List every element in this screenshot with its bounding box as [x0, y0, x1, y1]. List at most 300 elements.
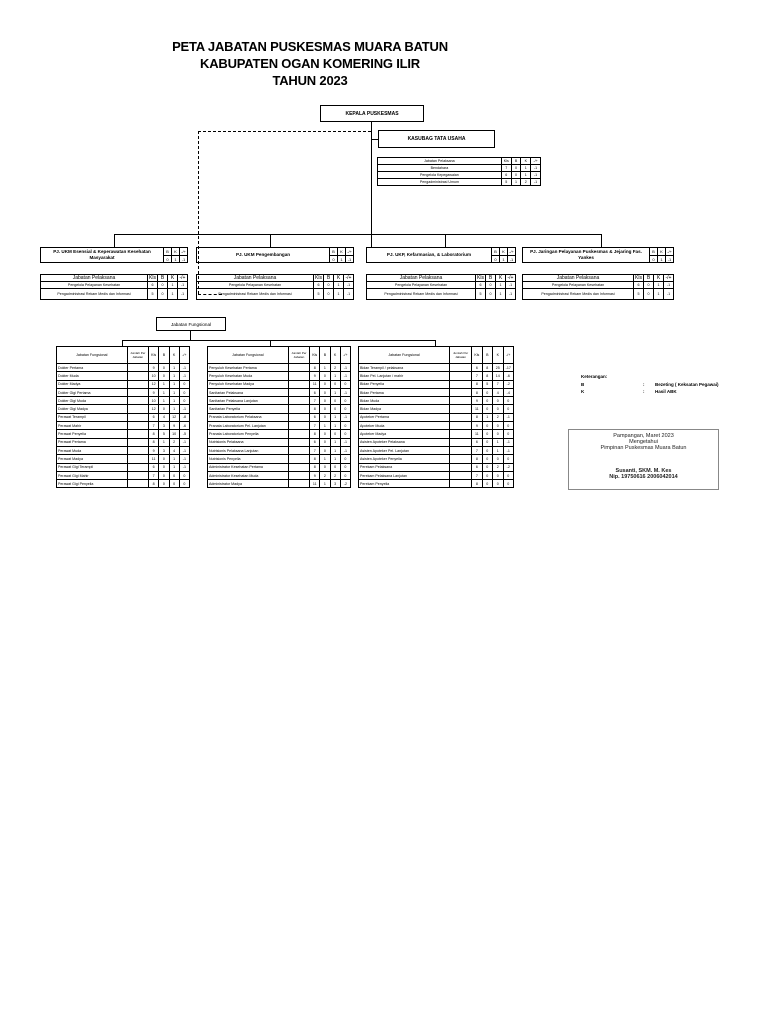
- table-cell: [127, 455, 148, 463]
- table-cell: -1: [179, 463, 189, 471]
- table-cell: 1: [330, 388, 340, 396]
- col-header: Kls: [477, 275, 484, 281]
- table-cell: 0: [320, 372, 330, 380]
- table-cell: 0: [493, 471, 503, 479]
- kasubag-connector: [371, 139, 378, 140]
- signature-place-date: Pampangan, Maret 2023: [613, 433, 674, 439]
- table-cell: 1: [511, 179, 521, 186]
- table-row: [57, 405, 190, 413]
- table-cell: -1: [179, 446, 189, 454]
- table-row: [208, 372, 351, 380]
- table-cell: 6: [472, 438, 482, 446]
- table-cell: 0: [503, 397, 514, 405]
- table-cell: 9: [169, 422, 179, 430]
- page-title-line1: PETA JABATAN PUSKESMAS MUARA BATUN: [172, 39, 448, 54]
- col-header: K: [330, 347, 340, 364]
- table-cell: 7: [472, 372, 482, 380]
- table-cell: 0: [482, 405, 492, 413]
- table-cell: Pengelola Pelayanan Kesehatan: [523, 282, 634, 289]
- table-cell: 1: [330, 422, 340, 430]
- col-header: B: [159, 347, 169, 364]
- table-cell: -1: [179, 438, 189, 446]
- table-row: [208, 471, 351, 479]
- table-cell: -2: [503, 463, 514, 471]
- table-row: [359, 430, 514, 438]
- table-cell: 8: [472, 455, 482, 463]
- signature-line3: Pimpinan Puskesmas Muara Batun: [600, 445, 687, 451]
- table-cell: -1: [531, 179, 541, 186]
- col-header: Kls: [501, 158, 511, 165]
- table-row: [57, 397, 190, 405]
- table-cell: 0: [179, 388, 189, 396]
- col-header: -/+: [178, 275, 188, 282]
- table-cell: Pengelola Pelayanan Kesehatan: [41, 282, 148, 289]
- table-cell: 9: [149, 364, 159, 372]
- table-cell: [127, 397, 148, 405]
- table-cell: 0: [482, 422, 492, 430]
- table-cell: 0: [159, 364, 169, 372]
- table-row: [57, 380, 190, 388]
- table-cell: 8: [472, 380, 482, 388]
- table-cell: 0: [330, 380, 340, 388]
- unit-head-val: 1: [171, 255, 179, 262]
- col-header: B: [158, 275, 168, 282]
- table-cell: 4: [169, 446, 179, 454]
- legend-sep: :: [643, 389, 645, 394]
- fungsional-label-box: [156, 317, 226, 331]
- table-cell: 1: [330, 413, 340, 421]
- table-cell: [288, 446, 309, 454]
- col-header: Jumlah Per Jabatan: [288, 347, 309, 364]
- col-header: -/+: [506, 275, 516, 282]
- table-cell: Bidan Pertama: [359, 388, 450, 396]
- unit-head-val: -1: [507, 255, 515, 262]
- table-cell: Apoteker Muda: [359, 422, 450, 430]
- table-cell: 11: [149, 455, 159, 463]
- table-header-row: [197, 275, 354, 282]
- fungsional-bar: [122, 340, 435, 341]
- unit-head-val: 0: [649, 255, 657, 262]
- table-cell: [450, 380, 472, 388]
- table-cell: [450, 388, 472, 396]
- table-cell: Perawat Mahir: [57, 422, 128, 430]
- table-row: [57, 438, 190, 446]
- table-cell: -1: [340, 438, 350, 446]
- table-cell: 1: [330, 446, 340, 454]
- table-cell: 0: [511, 172, 521, 179]
- table-cell: [127, 405, 148, 413]
- table-row: [208, 380, 351, 388]
- table-row: [208, 438, 351, 446]
- table-header-row: [208, 347, 351, 364]
- table-cell: 6: [310, 388, 320, 396]
- unit-head-col: B: [163, 248, 171, 255]
- table-cell: 0: [340, 463, 350, 471]
- unit-head-col: K: [171, 248, 179, 255]
- col-header: -/+: [179, 347, 189, 364]
- table-row: [208, 364, 351, 372]
- unit-head-col: B: [329, 248, 337, 255]
- table-cell: 4: [493, 388, 503, 396]
- table-row: [208, 430, 351, 438]
- table-cell: 5: [159, 430, 169, 438]
- table-cell: 0: [493, 430, 503, 438]
- unit-head-col: K: [657, 248, 665, 255]
- unit-head-col: -/+: [345, 248, 353, 255]
- main-connector: [371, 122, 372, 248]
- table-cell: -1: [178, 282, 188, 289]
- table-cell: 0: [644, 282, 654, 289]
- table-row: [523, 289, 674, 300]
- table-cell: -2: [340, 480, 350, 488]
- unit-head-box: [522, 247, 674, 263]
- table-cell: 5: [634, 289, 644, 300]
- table-cell: 8: [482, 364, 492, 372]
- head-label: KEPALA PUSKESMAS: [345, 110, 399, 117]
- table-cell: 2: [493, 413, 503, 421]
- table-row: [359, 388, 514, 396]
- table-cell: Perawat Madya: [57, 455, 128, 463]
- table-cell: Nutrisionis Pelaksana: [208, 438, 289, 446]
- table-cell: Pengadministrasi Rekam Medis dan Informasi: [523, 289, 634, 300]
- table-cell: Perawat Penyelia: [57, 430, 128, 438]
- table-cell: 11: [472, 430, 482, 438]
- table-cell: 1: [330, 455, 340, 463]
- table-cell: 0: [320, 438, 330, 446]
- table-cell: Dokter Gigi Pertama: [57, 388, 128, 396]
- table-cell: Administrator Kesehatan Muda: [208, 471, 289, 479]
- table-cell: 1: [320, 480, 330, 488]
- table-cell: -1: [340, 413, 350, 421]
- table-cell: Asisten Apoteker Pel. Lanjutan: [359, 446, 450, 454]
- table-cell: 0: [179, 397, 189, 405]
- table-cell: 1: [521, 165, 531, 172]
- table-cell: [288, 471, 309, 479]
- col-header: B: [324, 275, 334, 282]
- table-row: [41, 282, 188, 289]
- table-cell: 0: [482, 463, 492, 471]
- table-cell: -6: [503, 372, 514, 380]
- table-cell: Penyuluh Kesehatan Madya: [208, 380, 289, 388]
- table-cell: 1: [654, 282, 664, 289]
- col-header: -/+: [340, 347, 350, 364]
- table-cell: [288, 455, 309, 463]
- table-cell: [288, 372, 309, 380]
- col-header: Jabatan Pelaksana: [197, 275, 314, 282]
- table-cell: Perawat Terampil: [57, 413, 128, 421]
- unit-name: PJ. UKM Esensial & Keperawatan Kesehatan Masyarakat: [53, 249, 151, 260]
- table-cell: 9: [472, 397, 482, 405]
- table-cell: 11: [310, 380, 320, 388]
- table-cell: 6: [148, 282, 158, 289]
- table-cell: 1: [320, 455, 330, 463]
- table-cell: 7: [493, 380, 503, 388]
- col-header: Jabatan Fungsional: [208, 347, 289, 364]
- unit-drop-3: [445, 234, 446, 247]
- col-header: B: [486, 275, 496, 282]
- table-cell: 0: [324, 289, 334, 300]
- table-cell: [450, 405, 472, 413]
- signature-box: [568, 429, 719, 490]
- fungsional-drop: [190, 331, 191, 340]
- table-cell: [127, 480, 148, 488]
- table-row: [359, 397, 514, 405]
- table-cell: -1: [531, 172, 541, 179]
- unit-head-col: -/+: [179, 248, 187, 255]
- table-cell: 6: [149, 413, 159, 421]
- table-cell: 0: [330, 463, 340, 471]
- table-cell: 8: [472, 413, 482, 421]
- table-row: [197, 289, 354, 300]
- table-cell: 10: [149, 372, 159, 380]
- table-cell: [450, 438, 472, 446]
- table-cell: 2: [521, 179, 531, 186]
- col-header: Jumlah Per Jabatan: [127, 347, 148, 364]
- table-cell: 6: [501, 172, 511, 179]
- table-cell: 0: [482, 430, 492, 438]
- unit-head-col: K: [499, 248, 507, 255]
- table-cell: 5: [148, 289, 158, 300]
- table-cell: 3: [330, 480, 340, 488]
- table-cell: [288, 397, 309, 405]
- table-cell: 0: [503, 430, 514, 438]
- table-row: [359, 463, 514, 471]
- table-cell: 1: [496, 289, 506, 300]
- col-header: -/+: [664, 275, 674, 282]
- col-header: B: [511, 158, 521, 165]
- table-cell: [127, 438, 148, 446]
- table-cell: -1: [179, 372, 189, 380]
- table-cell: 25: [493, 364, 503, 372]
- table-cell: Asisten Apoteker Penyelia: [359, 455, 450, 463]
- table-cell: 0: [486, 289, 496, 300]
- table-cell: [127, 463, 148, 471]
- table-row: [57, 364, 190, 372]
- table-row: [359, 446, 514, 454]
- table-cell: 0: [503, 480, 514, 488]
- table-cell: [288, 413, 309, 421]
- kasubag-label: KASUBAG TATA USAHA: [407, 136, 466, 142]
- table-cell: 1: [159, 438, 169, 446]
- table-cell: Perawat Gigi Penyelia: [57, 480, 128, 488]
- table-cell: [127, 388, 148, 396]
- table-cell: -5: [179, 430, 189, 438]
- kasubag-table: [377, 157, 541, 186]
- table-row: [41, 289, 188, 300]
- table-cell: Bidan Pel. Lanjutan / mahir: [359, 372, 450, 380]
- table-cell: 3: [159, 446, 169, 454]
- table-cell: 0: [330, 430, 340, 438]
- table-cell: 8: [149, 438, 159, 446]
- table-cell: [127, 430, 148, 438]
- table-cell: 0: [169, 480, 179, 488]
- table-cell: 10: [169, 430, 179, 438]
- table-cell: 1: [169, 397, 179, 405]
- table-cell: -1: [503, 446, 514, 454]
- table-row: [359, 405, 514, 413]
- unit-head-cols: [649, 248, 673, 262]
- table-cell: [450, 463, 472, 471]
- table-cell: 10: [149, 397, 159, 405]
- table-cell: 1: [521, 172, 531, 179]
- table-cell: Apoteker Madya: [359, 430, 450, 438]
- col-header: B: [482, 347, 492, 364]
- legend-sep: :: [643, 382, 645, 387]
- table-cell: 0: [159, 405, 169, 413]
- table-row: [359, 422, 514, 430]
- dashed-connector-v: [198, 131, 199, 294]
- table-cell: [288, 422, 309, 430]
- table-cell: 1: [169, 380, 179, 388]
- table-cell: 0: [482, 397, 492, 405]
- table-cell: [127, 380, 148, 388]
- unit-head-col: -/+: [507, 248, 515, 255]
- table-row: [367, 289, 516, 300]
- table-cell: 8: [149, 430, 159, 438]
- table-cell: 5: [476, 289, 486, 300]
- table-row: [208, 463, 351, 471]
- unit-head-val: 0: [491, 255, 499, 262]
- table-cell: [288, 480, 309, 488]
- table-cell: Pengadministrasi Rekam Medis dan Informasi: [197, 289, 314, 300]
- table-row: [359, 438, 514, 446]
- table-cell: 1: [330, 372, 340, 380]
- kasubag-box: [378, 130, 495, 148]
- table-cell: [450, 446, 472, 454]
- col-header: Jabatan Pelaksana: [378, 158, 502, 165]
- table-cell: 6: [310, 413, 320, 421]
- unit-drop-2: [270, 234, 271, 247]
- table-row: [208, 455, 351, 463]
- col-header: K: [493, 347, 503, 364]
- table-cell: 8: [472, 480, 482, 488]
- table-cell: [450, 413, 472, 421]
- table-cell: -1: [506, 289, 516, 300]
- unit-name: PJ. UKP, Kefarmasian, & Laboratorium: [386, 252, 472, 257]
- table-cell: 8: [310, 405, 320, 413]
- table-cell: 12: [149, 380, 159, 388]
- table-cell: 8: [310, 364, 320, 372]
- col-header: Kls: [149, 347, 159, 364]
- table-cell: Bidan Madya: [359, 405, 450, 413]
- table-row: [57, 422, 190, 430]
- table-cell: 1: [493, 438, 503, 446]
- table-cell: -1: [178, 289, 188, 300]
- table-cell: [288, 364, 309, 372]
- table-cell: Bendahara: [378, 165, 502, 172]
- col-header: K: [334, 275, 344, 282]
- col-header: K: [654, 275, 664, 282]
- table-cell: [127, 446, 148, 454]
- table-cell: 0: [511, 165, 521, 172]
- table-cell: [450, 480, 472, 488]
- table-cell: 5: [501, 179, 511, 186]
- table-header-row: [367, 275, 516, 282]
- table-cell: 0: [493, 480, 503, 488]
- col-header: Jumlah Per Jabatan: [450, 347, 472, 364]
- table-cell: Dokter Madya: [57, 380, 128, 388]
- table-cell: 5: [482, 380, 492, 388]
- table-cell: 8: [472, 388, 482, 396]
- dashed-connector-h: [198, 131, 371, 132]
- table-cell: 0: [482, 480, 492, 488]
- unit-head-col: -/+: [665, 248, 673, 255]
- table-cell: Bidan Muda: [359, 397, 450, 405]
- table-row: [359, 364, 514, 372]
- unit-table: [196, 274, 354, 300]
- legend-item: [581, 382, 719, 387]
- table-cell: 7: [310, 397, 320, 405]
- table-cell: Perawat Gigi Mahir: [57, 471, 128, 479]
- table-cell: 2: [320, 471, 330, 479]
- table-row: [57, 480, 190, 488]
- unit-head-col: K: [337, 248, 345, 255]
- table-row: [359, 372, 514, 380]
- table-cell: -1: [340, 388, 350, 396]
- table-cell: 7: [472, 471, 482, 479]
- unit-head-col: B: [649, 248, 657, 255]
- page-title-line2: KABUPATEN OGAN KOMERING ILIR: [200, 56, 420, 71]
- table-cell: 2: [330, 364, 340, 372]
- table-cell: -1: [344, 289, 354, 300]
- table-cell: 1: [159, 380, 169, 388]
- table-cell: [127, 413, 148, 421]
- unit-table: [40, 274, 188, 300]
- table-cell: 7: [149, 471, 159, 479]
- col-header: -/+: [531, 158, 541, 165]
- legend-item: [581, 389, 719, 394]
- table-cell: 0: [320, 446, 330, 454]
- table-header-row: [523, 275, 674, 282]
- fungsional-label: Jabatan Fungsional: [170, 321, 212, 327]
- table-row: [208, 397, 351, 405]
- table-cell: [127, 422, 148, 430]
- table-row: [57, 388, 190, 396]
- table-cell: 1: [320, 364, 330, 372]
- table-row: [208, 413, 351, 421]
- table-cell: 1: [493, 446, 503, 454]
- table-cell: Penyuluh Kesehatan Muda: [208, 372, 289, 380]
- table-cell: -1: [506, 282, 516, 289]
- table-row: [197, 282, 354, 289]
- col-header: B: [320, 347, 330, 364]
- unit-head-cols: [491, 248, 515, 262]
- table-row: [208, 388, 351, 396]
- table-cell: 0: [340, 471, 350, 479]
- table-cell: Nutrisionis Penyelia: [208, 455, 289, 463]
- table-cell: Administrator Kesehatan Pertama: [208, 463, 289, 471]
- unit-head-val: 1: [337, 255, 345, 262]
- col-header: K: [169, 347, 179, 364]
- col-header: Jabatan Fungsional: [57, 347, 128, 364]
- table-cell: 0: [503, 455, 514, 463]
- table-cell: Bidan Terampil / pelaksana: [359, 364, 450, 372]
- table-cell: [288, 380, 309, 388]
- table-row: [208, 405, 351, 413]
- table-cell: 0: [503, 471, 514, 479]
- legend: [581, 374, 719, 394]
- table-cell: 11: [472, 405, 482, 413]
- table-cell: [288, 388, 309, 396]
- table-cell: Dokter Gigi Madya: [57, 405, 128, 413]
- table-cell: 1: [169, 463, 179, 471]
- table-cell: 7: [501, 165, 511, 172]
- table-cell: [450, 430, 472, 438]
- table-cell: 4: [159, 413, 169, 421]
- table-cell: 2: [169, 438, 179, 446]
- table-cell: 1: [169, 455, 179, 463]
- table-row: [57, 430, 190, 438]
